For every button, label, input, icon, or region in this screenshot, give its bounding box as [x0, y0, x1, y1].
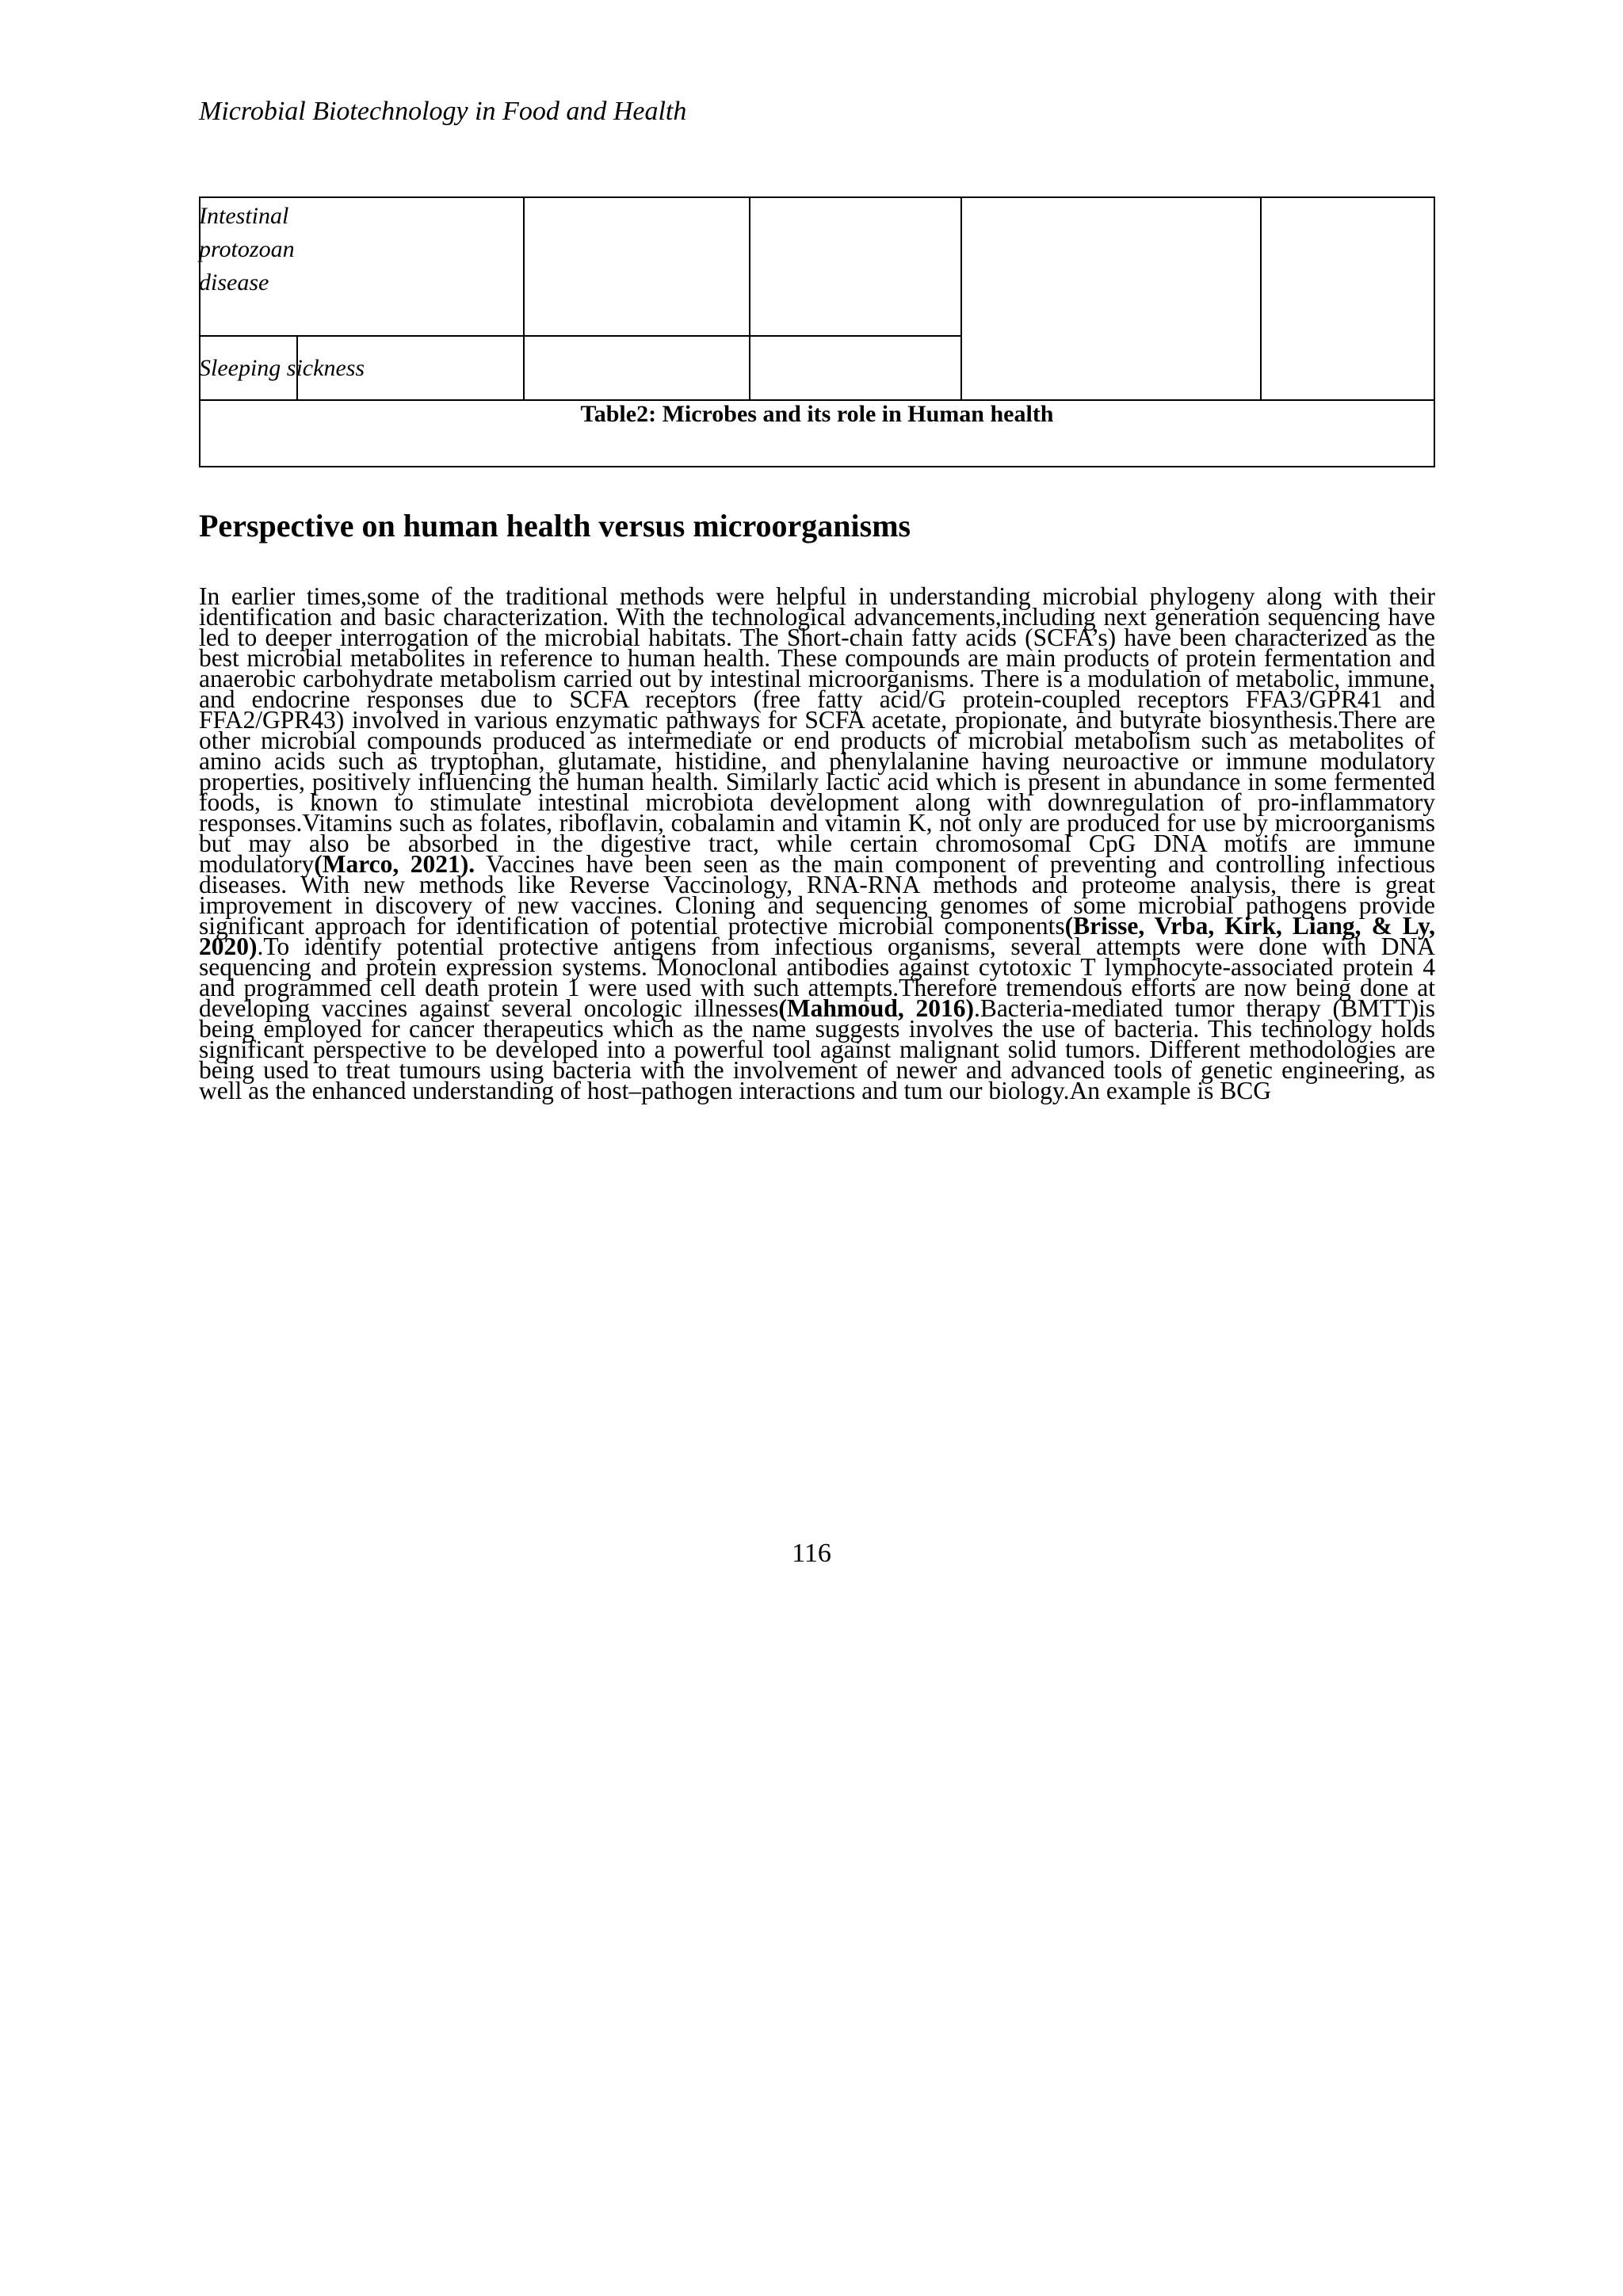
table-rule: [199, 335, 962, 337]
table-cell-sleeping-sickness: Sleeping sickness: [199, 355, 365, 381]
table-cell-intestinal-protozoan: Intestinal protozoan disease: [199, 203, 295, 296]
table-rule: [749, 196, 750, 400]
table-caption: Table2: Microbes and its role in Human health: [580, 401, 1054, 427]
table-fragment: [199, 196, 1435, 467]
table-rule: [960, 196, 962, 400]
running-header: Microbial Biotechnology in Food and Health: [199, 97, 687, 126]
table-rule: [199, 196, 1435, 198]
table-rule: [1260, 196, 1262, 400]
citation: (Brisse, Vrba, Kirk, Liang, & Ly, 2020): [199, 912, 1435, 960]
citation: (Marco, 2021).: [314, 850, 475, 878]
body-text-part: .To identify potential protective antigens from infectious organisms, several attempts were done with DNA sequencing and protein expression systems. Monoclonal antibodies against cytotoxic T lymphocyte-associated protein 4 and programmed cell death protein 1 were used with such attempts.Therefore tremendous efforts are now being done at developing vaccines against several oncologic illnesses: [199, 933, 1435, 1022]
page-number: 116: [792, 1539, 831, 1568]
body-text-part: Vaccines have been seen as the main component of preventing and controlling infectious diseases. With new methods like Reverse Vaccinology, RNA-RNA methods and proteome analysis, there is great improvement in discovery of new vaccines. Cloning and sequencing genomes of some microbial pathogens provide significant approach for identification of potential protective microbial components: [199, 850, 1436, 940]
body-text-part: In earlier times,some of the traditional methods were helpful in understanding microbial phylogeny along with their identification and basic characterization. With the technological advancements,including next generation sequencing have led to deeper interrogation of the microbial habitats. The Short-chain fatty acids (SCFA’s) have been characterized as the best microbial metabolites in reference to human health. These compounds are main products of protein fermentation and anaerobic carbohydrate metabolism carried out by intestinal microorganisms. There is a modulation of metabolic, immune, and endocrine responses due to SCFA receptors (free fatty acid/G protein-coupled receptors FFA3/GPR41 and FFA2/GPR43) involved in various enzymatic pathways for SCFA acetate, propionate, and butyrate biosynthesis.There are other microbial compounds produced as intermediate or end products of microbial metabolism such as metabolites of amino acids such as tryptophan, glutamate, histidine, and phenylalanine having neuroactive or immune modulatory properties, positively influencing the human health. Similarly lactic acid which is present in abundance in some fermented foods, is known to stimulate intestinal microbiota development along with downregulation of pro-inflammatory responses.Vitamins such as folates, riboflavin, cobalamin and vitamin K, not only are produced for use by microorganisms but may also be absorbed in the digestive tract, while certain chromosomal CpG DNA motifs are immune modulatory: [199, 582, 1435, 878]
body-text-part: .Bacteria-mediated tumor therapy (BMTT)is being employed for cancer therapeutics which as the name suggests involves the use of bacteria. This technology holds significant perspective to be developed into a powerful tool against malignant solid tumors. Different methodologies are being used to treat tumours using bacteria with the involvement of newer and advanced tools of genetic engineering, as well as the enhanced understanding of host–pathogen interactions and tum our biology.An example is BCG: [199, 994, 1435, 1104]
citation: (Mahmoud, 2016): [778, 994, 974, 1022]
table-rule: [199, 466, 1435, 467]
table-rule: [523, 196, 525, 400]
body-paragraph: [199, 582, 1436, 1104]
section-heading: Perspective on human health versus microorganisms: [199, 508, 911, 543]
